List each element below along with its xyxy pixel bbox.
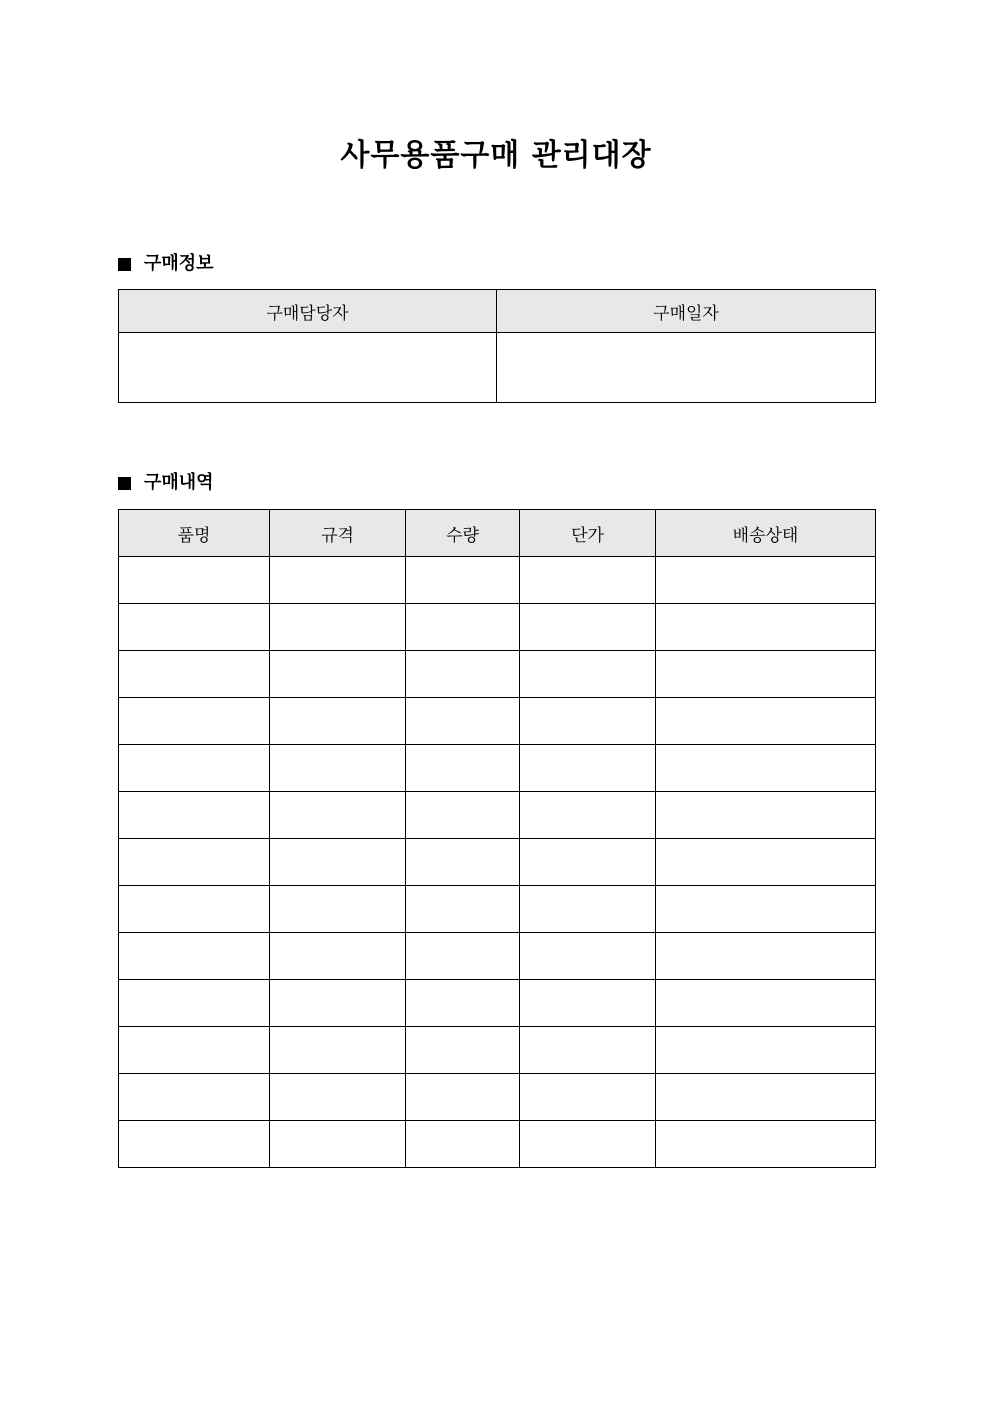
unit-price-cell[interactable] — [520, 1027, 656, 1074]
specification-cell[interactable] — [270, 745, 406, 792]
header-unit-price: 단가 — [520, 510, 656, 557]
quantity-cell[interactable] — [406, 604, 520, 651]
specification-cell[interactable] — [270, 1027, 406, 1074]
item-name-cell[interactable] — [119, 980, 270, 1027]
header-purchase-manager: 구매담당자 — [119, 290, 497, 333]
item-name-cell[interactable] — [119, 839, 270, 886]
table-row — [119, 933, 876, 980]
purchase-info-heading — [118, 252, 214, 276]
item-name-cell[interactable] — [119, 886, 270, 933]
unit-price-cell[interactable] — [520, 980, 656, 1027]
unit-price-cell[interactable] — [520, 933, 656, 980]
quantity-cell[interactable] — [406, 1121, 520, 1168]
specification-cell[interactable] — [270, 604, 406, 651]
item-name-cell[interactable] — [119, 933, 270, 980]
specification-cell[interactable] — [270, 1121, 406, 1168]
quantity-cell[interactable] — [406, 839, 520, 886]
item-name-cell[interactable] — [119, 698, 270, 745]
item-name-cell[interactable] — [119, 745, 270, 792]
quantity-cell[interactable] — [406, 651, 520, 698]
specification-cell[interactable] — [270, 651, 406, 698]
quantity-cell[interactable] — [406, 1074, 520, 1121]
square-bullet-icon — [118, 477, 131, 490]
delivery-status-cell[interactable] — [656, 651, 876, 698]
purchase-details-header-row — [119, 510, 876, 557]
purchase-details-heading — [118, 471, 214, 495]
square-bullet-icon — [118, 258, 131, 271]
table-row — [119, 1027, 876, 1074]
purchase-details-table — [118, 509, 876, 1168]
item-name-cell[interactable] — [119, 792, 270, 839]
table-row — [119, 980, 876, 1027]
unit-price-cell[interactable] — [520, 698, 656, 745]
table-row — [119, 792, 876, 839]
header-delivery-status: 배송상태 — [656, 510, 876, 557]
delivery-status-cell[interactable] — [656, 980, 876, 1027]
delivery-status-cell[interactable] — [656, 557, 876, 604]
specification-cell[interactable] — [270, 933, 406, 980]
table-row — [119, 604, 876, 651]
unit-price-cell[interactable] — [520, 557, 656, 604]
item-name-cell[interactable] — [119, 1027, 270, 1074]
purchase-details-body — [119, 557, 876, 1168]
delivery-status-cell[interactable] — [656, 1121, 876, 1168]
delivery-status-cell[interactable] — [656, 698, 876, 745]
specification-cell[interactable] — [270, 839, 406, 886]
table-row — [119, 1121, 876, 1168]
quantity-cell[interactable] — [406, 933, 520, 980]
unit-price-cell[interactable] — [520, 1074, 656, 1121]
purchase-manager-cell[interactable] — [119, 333, 497, 403]
table-row — [119, 745, 876, 792]
item-name-cell[interactable] — [119, 651, 270, 698]
purchase-info-value-row — [119, 333, 876, 403]
purchase-date-cell[interactable] — [497, 333, 876, 403]
table-row — [119, 1074, 876, 1121]
page-title: 사무용품구매 관리대장 — [340, 138, 652, 173]
specification-cell[interactable] — [270, 1074, 406, 1121]
unit-price-cell[interactable] — [520, 839, 656, 886]
table-row — [119, 839, 876, 886]
item-name-cell[interactable] — [119, 604, 270, 651]
quantity-cell[interactable] — [406, 792, 520, 839]
unit-price-cell[interactable] — [520, 1121, 656, 1168]
header-purchase-date: 구매일자 — [497, 290, 876, 333]
table-row — [119, 698, 876, 745]
delivery-status-cell[interactable] — [656, 839, 876, 886]
table-row — [119, 651, 876, 698]
purchase-info-table — [118, 289, 876, 403]
specification-cell[interactable] — [270, 980, 406, 1027]
quantity-cell[interactable] — [406, 886, 520, 933]
unit-price-cell[interactable] — [520, 886, 656, 933]
quantity-cell[interactable] — [406, 980, 520, 1027]
delivery-status-cell[interactable] — [656, 1074, 876, 1121]
unit-price-cell[interactable] — [520, 745, 656, 792]
unit-price-cell[interactable] — [520, 792, 656, 839]
delivery-status-cell[interactable] — [656, 792, 876, 839]
delivery-status-cell[interactable] — [656, 886, 876, 933]
header-quantity: 수량 — [406, 510, 520, 557]
purchase-info-heading-label: 구매정보 — [144, 253, 214, 274]
specification-cell[interactable] — [270, 698, 406, 745]
specification-cell[interactable] — [270, 792, 406, 839]
delivery-status-cell[interactable] — [656, 604, 876, 651]
unit-price-cell[interactable] — [520, 651, 656, 698]
purchase-info-header-row — [119, 290, 876, 333]
delivery-status-cell[interactable] — [656, 1027, 876, 1074]
specification-cell[interactable] — [270, 557, 406, 604]
item-name-cell[interactable] — [119, 557, 270, 604]
quantity-cell[interactable] — [406, 698, 520, 745]
delivery-status-cell[interactable] — [656, 933, 876, 980]
quantity-cell[interactable] — [406, 1027, 520, 1074]
quantity-cell[interactable] — [406, 745, 520, 792]
table-row — [119, 557, 876, 604]
unit-price-cell[interactable] — [520, 604, 656, 651]
table-row — [119, 886, 876, 933]
item-name-cell[interactable] — [119, 1074, 270, 1121]
quantity-cell[interactable] — [406, 557, 520, 604]
header-specification: 규격 — [270, 510, 406, 557]
delivery-status-cell[interactable] — [656, 745, 876, 792]
header-item-name: 품명 — [119, 510, 270, 557]
purchase-details-heading-label: 구매내역 — [144, 472, 214, 493]
item-name-cell[interactable] — [119, 1121, 270, 1168]
specification-cell[interactable] — [270, 886, 406, 933]
